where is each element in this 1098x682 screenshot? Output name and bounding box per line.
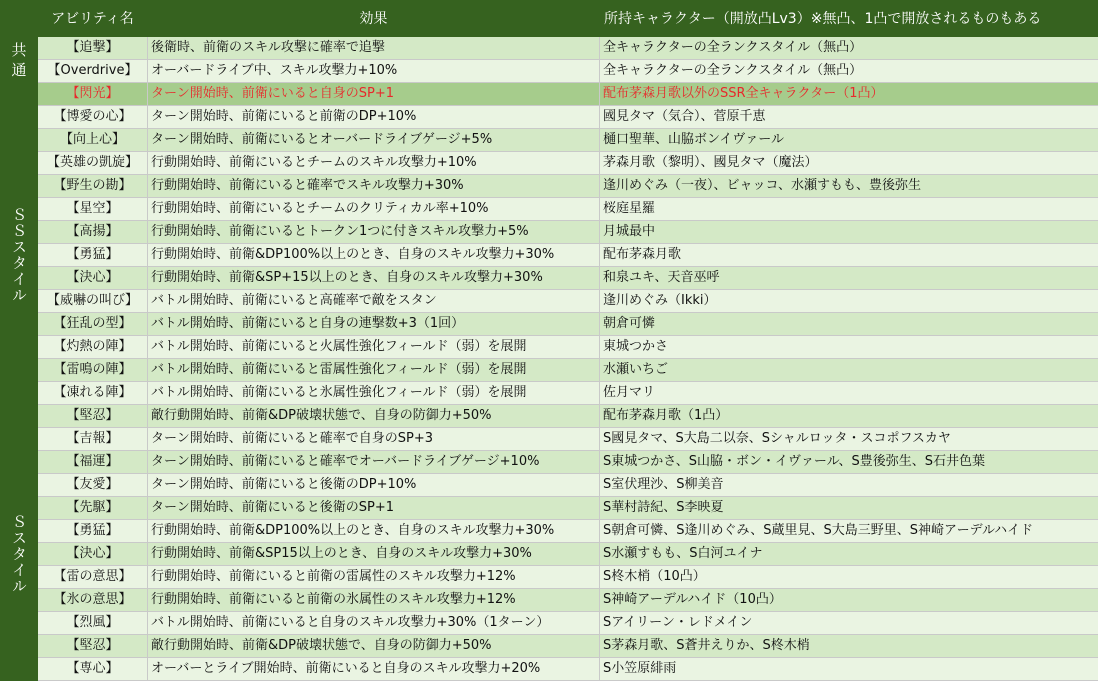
table-row bbox=[1, 612, 1098, 635]
table-row bbox=[1, 83, 1098, 106]
effect-cell: ターン開始時、前衛にいると後衛のDP+10% bbox=[148, 474, 600, 497]
holders-cell: 水瀬いちご bbox=[600, 359, 1098, 382]
ability-name-cell: 【高揚】 bbox=[38, 221, 148, 244]
group-label bbox=[1, 37, 38, 83]
ability-name-cell: 【堅忍】 bbox=[38, 635, 148, 658]
ability-name-cell: 【博愛の心】 bbox=[38, 106, 148, 129]
table-row bbox=[1, 589, 1098, 612]
header-row bbox=[1, 1, 1098, 37]
table-row bbox=[1, 336, 1098, 359]
table-row bbox=[1, 267, 1098, 290]
holders-cell: S朝倉可憐、S逢川めぐみ、S蔵里見、S大島三野里、S神崎アーデルハイド bbox=[600, 520, 1098, 543]
ability-name-cell: 【吉報】 bbox=[38, 428, 148, 451]
table-row bbox=[1, 198, 1098, 221]
holders-cell: 和泉ユキ、天音巫呼 bbox=[600, 267, 1098, 290]
holders-cell: S茅森月歌、S蒼井えりか、S柊木梢 bbox=[600, 635, 1098, 658]
group-label-text: 共 通 bbox=[11, 40, 27, 79]
effect-cell: ターン開始時、前衛にいると確率でオーバードライブゲージ+10% bbox=[148, 451, 600, 474]
ability-name-cell: 【閃光】 bbox=[38, 83, 148, 106]
ability-name-cell: 【決心】 bbox=[38, 267, 148, 290]
table-row bbox=[1, 405, 1098, 428]
ability-name-cell: 【星空】 bbox=[38, 198, 148, 221]
ability-name-cell: 【先駆】 bbox=[38, 497, 148, 520]
ability-name-cell: 【氷の意思】 bbox=[38, 589, 148, 612]
table-row bbox=[1, 543, 1098, 566]
table-row bbox=[1, 428, 1098, 451]
header-effect: 効果 bbox=[148, 1, 600, 37]
table-row bbox=[1, 244, 1098, 267]
holders-cell: Sアイリーン・レドメイン bbox=[600, 612, 1098, 635]
table-row bbox=[1, 60, 1098, 83]
table-row bbox=[1, 451, 1098, 474]
table-row bbox=[1, 221, 1098, 244]
effect-cell: オーバードライブ中、スキル攻撃力+10% bbox=[148, 60, 600, 83]
ability-name-cell: 【Overdrive】 bbox=[38, 60, 148, 83]
effect-cell: 行動開始時、前衛にいると前衛の氷属性のスキル攻撃力+12% bbox=[148, 589, 600, 612]
table-row bbox=[1, 497, 1098, 520]
holders-cell: 逢川めぐみ（Ikki） bbox=[600, 290, 1098, 313]
holders-cell: 全キャラクターの全ランクスタイル（無凸） bbox=[600, 37, 1098, 60]
holders-cell: 佐月マリ bbox=[600, 382, 1098, 405]
ability-name-cell: 【烈風】 bbox=[38, 612, 148, 635]
holders-cell: 逢川めぐみ（一夜）、ビャッコ、水瀬すもも、豊後弥生 bbox=[600, 175, 1098, 198]
group-label-text: ＳＳスタイル bbox=[10, 207, 28, 303]
ability-name-cell: 【友愛】 bbox=[38, 474, 148, 497]
effect-cell: 敵行動開始時、前衛&DP破壊状態で、自身の防御力+50% bbox=[148, 405, 600, 428]
holders-cell: S室伏理沙、S柳美音 bbox=[600, 474, 1098, 497]
table-row bbox=[1, 129, 1098, 152]
holders-cell: 全キャラクターの全ランクスタイル（無凸） bbox=[600, 60, 1098, 83]
effect-cell: 行動開始時、前衛&DP100%以上のとき、自身のスキル攻撃力+30% bbox=[148, 520, 600, 543]
effect-cell: ターン開始時、前衛にいると確率で自身のSP+3 bbox=[148, 428, 600, 451]
holders-cell: 茅森月歌（黎明）、國見タマ（魔法） bbox=[600, 152, 1098, 175]
holders-cell: 樋口聖華、山脇ボンイヴァール bbox=[600, 129, 1098, 152]
ability-name-cell: 【専心】 bbox=[38, 658, 148, 681]
effect-cell: ターン開始時、前衛にいるとオーバードライブゲージ+5% bbox=[148, 129, 600, 152]
holders-cell: 月城最中 bbox=[600, 221, 1098, 244]
table-row bbox=[1, 152, 1098, 175]
effect-cell: 行動開始時、前衛&SP15以上のとき、自身のスキル攻撃力+30% bbox=[148, 543, 600, 566]
ability-name-cell: 【福運】 bbox=[38, 451, 148, 474]
effect-cell: ターン開始時、前衛にいると後衛のSP+1 bbox=[148, 497, 600, 520]
holders-cell: 東城つかさ bbox=[600, 336, 1098, 359]
effect-cell: 行動開始時、前衛&SP+15以上のとき、自身のスキル攻撃力+30% bbox=[148, 267, 600, 290]
holders-cell: S神崎アーデルハイド（10凸） bbox=[600, 589, 1098, 612]
table-row bbox=[1, 290, 1098, 313]
effect-cell: バトル開始時、前衛にいると氷属性強化フィールド（弱）を展開 bbox=[148, 382, 600, 405]
effect-cell: オーバーとライブ開始時、前衛にいると自身のスキル攻撃力+20% bbox=[148, 658, 600, 681]
holders-cell: S東城つかさ、S山脇・ボン・イヴァール、S豊後弥生、S石井色葉 bbox=[600, 451, 1098, 474]
ability-name-cell: 【灼熱の陣】 bbox=[38, 336, 148, 359]
effect-cell: 行動開始時、前衛にいるとチームのスキル攻撃力+10% bbox=[148, 152, 600, 175]
effect-cell: 行動開始時、前衛&DP100%以上のとき、自身のスキル攻撃力+30% bbox=[148, 244, 600, 267]
ability-name-cell: 【勇猛】 bbox=[38, 520, 148, 543]
effect-cell: ターン開始時、前衛にいると前衛のDP+10% bbox=[148, 106, 600, 129]
effect-cell: バトル開始時、前衛にいると雷属性強化フィールド（弱）を展開 bbox=[148, 359, 600, 382]
table-row bbox=[1, 382, 1098, 405]
effect-cell: バトル開始時、前衛にいると火属性強化フィールド（弱）を展開 bbox=[148, 336, 600, 359]
ability-name-cell: 【決心】 bbox=[38, 543, 148, 566]
ability-name-cell: 【雷鳴の陣】 bbox=[38, 359, 148, 382]
ability-name-cell: 【追撃】 bbox=[38, 37, 148, 60]
ability-name-cell: 【向上心】 bbox=[38, 129, 148, 152]
table-row bbox=[1, 474, 1098, 497]
table-row bbox=[1, 635, 1098, 658]
table-row bbox=[1, 175, 1098, 198]
ability-name-cell: 【威嚇の叫び】 bbox=[38, 290, 148, 313]
holders-cell: S國見タマ、S大島二以奈、Sシャルロッタ・スコポフスカヤ bbox=[600, 428, 1098, 451]
effect-cell: 後衛時、前衛のスキル攻撃に確率で追撃 bbox=[148, 37, 600, 60]
effect-cell: 行動開始時、前衛にいるとトークン1つに付きスキル攻撃力+5% bbox=[148, 221, 600, 244]
holders-cell: 朝倉可憐 bbox=[600, 313, 1098, 336]
ability-name-cell: 【凍れる陣】 bbox=[38, 382, 148, 405]
holders-cell: S水瀬すもも、S白河ユイナ bbox=[600, 543, 1098, 566]
holders-cell: 配布茅森月歌以外のSSR全キャラクター（1凸） bbox=[600, 83, 1098, 106]
effect-cell: バトル開始時、前衛にいると自身のスキル攻撃力+30%（1ターン） bbox=[148, 612, 600, 635]
table-row bbox=[1, 520, 1098, 543]
ability-name-cell: 【野生の勘】 bbox=[38, 175, 148, 198]
holders-cell: 國見タマ（気合）、菅原千恵 bbox=[600, 106, 1098, 129]
table-row bbox=[1, 566, 1098, 589]
holders-cell: S小笠原緋雨 bbox=[600, 658, 1098, 681]
table-row bbox=[1, 313, 1098, 336]
table-row bbox=[1, 359, 1098, 382]
group-label bbox=[1, 428, 38, 681]
effect-cell: 行動開始時、前衛にいるとチームのクリティカル率+10% bbox=[148, 198, 600, 221]
holders-cell: S華村詩紀、S李映夏 bbox=[600, 497, 1098, 520]
holders-cell: S柊木梢（10凸） bbox=[600, 566, 1098, 589]
effect-cell: 行動開始時、前衛にいると前衛の雷属性のスキル攻撃力+12% bbox=[148, 566, 600, 589]
table-row bbox=[1, 658, 1098, 681]
header-holders: 所持キャラクター（開放凸Lv3）※無凸、1凸で開放されるものもある bbox=[600, 1, 1098, 37]
ability-name-cell: 【英雄の凱旋】 bbox=[38, 152, 148, 175]
ability-name-cell: 【狂乱の型】 bbox=[38, 313, 148, 336]
effect-cell: ターン開始時、前衛にいると自身のSP+1 bbox=[148, 83, 600, 106]
table-row bbox=[1, 37, 1098, 60]
effect-cell: 行動開始時、前衛にいると確率でスキル攻撃力+30% bbox=[148, 175, 600, 198]
ability-name-cell: 【雷の意思】 bbox=[38, 566, 148, 589]
table-row bbox=[1, 106, 1098, 129]
holders-cell: 配布茅森月歌（1凸） bbox=[600, 405, 1098, 428]
table-body bbox=[1, 37, 1098, 681]
holders-cell: 桜庭星羅 bbox=[600, 198, 1098, 221]
effect-cell: バトル開始時、前衛にいると自身の連撃数+3（1回） bbox=[148, 313, 600, 336]
effect-cell: バトル開始時、前衛にいると高確率で敵をスタン bbox=[148, 290, 600, 313]
group-label-text: Ｓスタイル bbox=[10, 514, 28, 594]
holders-cell: 配布茅森月歌 bbox=[600, 244, 1098, 267]
group-label bbox=[1, 83, 38, 428]
ability-name-cell: 【勇猛】 bbox=[38, 244, 148, 267]
effect-cell: 敵行動開始時、前衛&DP破壊状態で、自身の防御力+50% bbox=[148, 635, 600, 658]
header-ability-name: アビリティ名 bbox=[38, 1, 148, 37]
ability-name-cell: 【堅忍】 bbox=[38, 405, 148, 428]
header-blank bbox=[1, 1, 38, 37]
